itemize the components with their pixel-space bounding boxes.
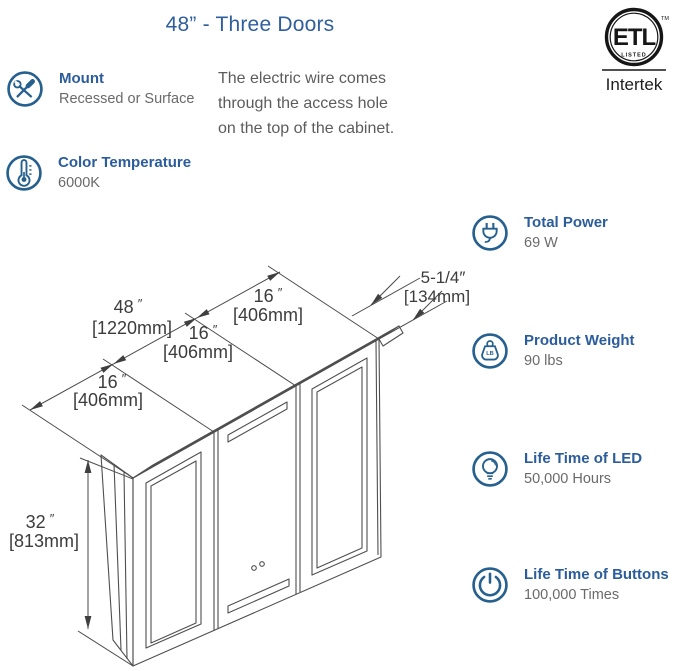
note-line-3: on the top of the cabinet. xyxy=(218,120,395,137)
note-line-2: through the access hole xyxy=(218,95,388,112)
feature-color-temperature-value: 6000K xyxy=(58,175,100,191)
dim-door-left-mm: [406mm] xyxy=(72,390,144,410)
dimension-arrowheads xyxy=(30,272,424,629)
dim-door-right-inches: 16 ″ xyxy=(253,285,283,306)
feature-product-weight-label: Product Weight xyxy=(524,332,635,349)
door-right-frame xyxy=(312,358,367,575)
dim-height-mm: [813mm] xyxy=(8,531,80,551)
feature-mount-label: Mount xyxy=(59,70,104,87)
cabinet-dimension-drawing xyxy=(0,255,470,671)
feature-total-power xyxy=(471,214,608,252)
dim-overall-width-inches: 48 ″ xyxy=(113,296,143,317)
feature-product-weight-value: 90 lbs xyxy=(524,353,563,369)
feature-buttons-lifetime-value: 100,000 Times xyxy=(524,587,620,603)
etl-listed-label: LISTED xyxy=(621,52,647,59)
wiring-note xyxy=(218,66,403,141)
feature-color-temperature xyxy=(5,154,191,192)
note-line-1: The electric wire comes xyxy=(218,70,387,87)
etl-letters: ETL xyxy=(612,24,656,51)
dim-door-left-inches: 16 ″ xyxy=(97,371,127,392)
power-icon xyxy=(471,566,509,604)
touch-button-2 xyxy=(260,562,265,567)
dim-height-inches: 32 ″ xyxy=(25,511,55,532)
dim-depth-inches: 5-1/4″ xyxy=(420,268,466,287)
feature-led-lifetime xyxy=(471,450,642,488)
dim-door-right-mm: [406mm] xyxy=(232,305,304,325)
feature-color-temperature-label: Color Temperature xyxy=(58,154,192,171)
dimension-lines xyxy=(22,266,447,666)
feature-led-lifetime-label: Life Time of LED xyxy=(524,450,643,467)
tools-icon xyxy=(6,70,44,108)
bulb-icon xyxy=(471,450,509,488)
etl-tm-mark: TM xyxy=(661,16,669,22)
door-left-frame xyxy=(146,452,201,648)
feature-buttons-lifetime xyxy=(471,566,669,604)
dim-overall-width-mm: [1220mm] xyxy=(91,318,173,338)
dim-depth-mm: [134mm] xyxy=(403,287,470,306)
dim-door-middle-mm: [406mm] xyxy=(162,342,234,362)
page-title: 48” - Three Doors xyxy=(165,13,335,36)
feature-total-power-value: 69 W xyxy=(524,235,558,251)
weight-icon xyxy=(471,332,509,370)
feature-buttons-lifetime-label: Life Time of Buttons xyxy=(524,566,669,583)
feature-mount-value: Recessed or Surface xyxy=(59,91,195,107)
plug-icon xyxy=(471,214,509,252)
feature-total-power-label: Total Power xyxy=(524,214,608,231)
weight-icon-lb-text: LB xyxy=(486,351,494,358)
thermometer-icon xyxy=(5,154,43,192)
dim-door-middle-inches: 16 ″ xyxy=(188,322,218,343)
etl-intertek-logo xyxy=(592,4,676,100)
feature-mount xyxy=(6,70,194,108)
door-middle-led-strips xyxy=(228,402,289,613)
intertek-brand: Intertek xyxy=(605,75,663,94)
feature-led-lifetime-value: 50,000 Hours xyxy=(524,471,612,487)
cabinet-front-face xyxy=(133,339,381,666)
cabinet-outline xyxy=(101,326,403,666)
touch-button-1 xyxy=(252,566,257,571)
feature-product-weight xyxy=(471,332,635,370)
